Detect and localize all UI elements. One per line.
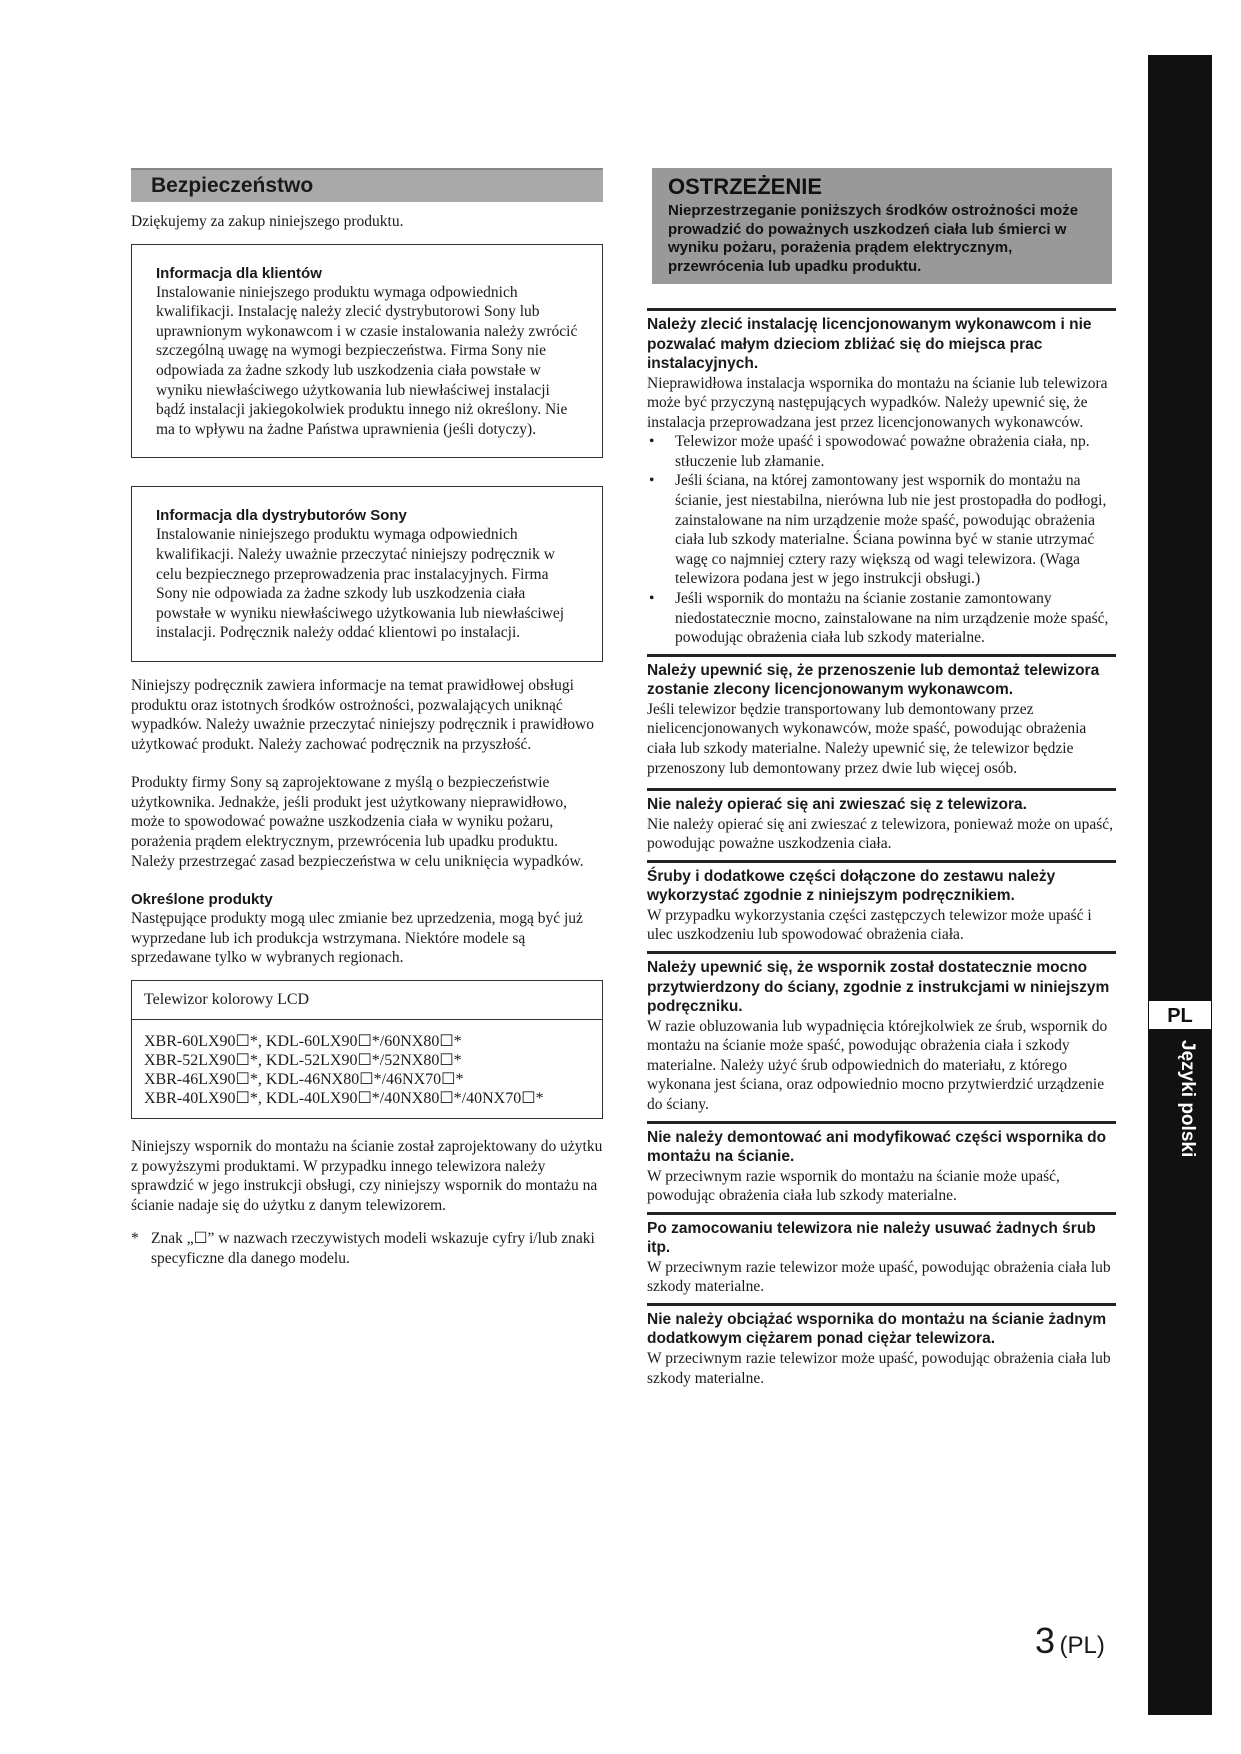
warning-heading: Należy upewnić się, że wspornik został dostatecznie mocno przytwierdzony do ściany, zgodnie z instrukcjami w niniejszym podręczniku. <box>647 959 1110 1016</box>
warning-section-4 <box>647 860 1116 945</box>
side-tab <box>1148 55 1212 1715</box>
warning-heading: Śruby i dodatkowe części dołączone do zestawu należy wykorzystać zgodnie z niniejszym podręcznikiem. <box>647 867 1056 905</box>
page-number-value: 3 <box>1035 1620 1056 1661</box>
warning-body: Nie należy opierać się ani zwieszać z telewizora, ponieważ może on upaść, powodując poważne uszkodzenia ciała. <box>647 815 1114 853</box>
warning-section-2 <box>647 654 1116 778</box>
warning-title: OSTRZEŻENIE <box>668 174 823 199</box>
warning-body: W przeciwnym razie telewizor może upaść, powodując obrażenia ciała lub szkody materialne. <box>647 1349 1111 1387</box>
distributor-info-heading: Informacja dla dystrybutorów Sony <box>156 507 407 525</box>
page-number-suffix: (PL) <box>1059 1632 1105 1659</box>
footnote <box>131 1229 603 1268</box>
warning-body: W przeciwnym razie telewizor może upaść, powodując obrażenia ciała lub szkody materialne. <box>647 1258 1111 1296</box>
distributor-info-box <box>131 486 603 662</box>
model-row: XBR-40LX90☐*, KDL-40LX90☐*/40NX80☐*/40NX70☐* <box>144 1090 544 1108</box>
warning-section-5 <box>647 951 1116 1114</box>
warning-text: Nieprzestrzeganie poniższych środków ostrożności może prowadzić do poważnych uszkodzeń ciała lub śmierci w wyniku pożaru, porażenia prądem elektrycznym, przewrócenia lub upadku produktu. <box>668 202 1079 275</box>
warning-section-8 <box>647 1303 1116 1388</box>
model-row: XBR-52LX90☐*, KDL-52LX90☐*/52NX80☐* <box>144 1052 462 1070</box>
warning-body: W przypadku wykorzystania części zastępczych telewizor może upaść i ulec uszkodzeniu lub spowodować obrażenia ciała. <box>647 906 1092 944</box>
models-list <box>132 1020 602 1118</box>
distributor-info-text: Instalowanie niniejszego produktu wymaga odpowiednich kwalifikacji. Należy uważnie przeczytać niniejszy podręcznik w celu bezpiecznego przeprowadzenia prac instalacyjnych. Firma Sony nie odpowiada za żadne szkody lub uszkodzenia ciała powstałe w wyniku niewłaściwego użytkowania lub niewłaściwej instalacji. Podręcznik należy oddać klientowi po instalacji. <box>156 526 565 642</box>
warning-body: Nieprawidłowa instalacja wspornika do montażu na ścianie lub telewizora może być przyczyną następujących wypadków. Należy upewnić się, że instalacja przeprowadzana jest przez licencjonowanych wykonawców. <box>647 374 1108 431</box>
list-item: • Jeśli ściana, na której zamontowany jest wspornik do montażu na ścianie, jest niestabilna, nierówna lub nie jest prostopadła do podłogi, zainstalowane na nim urządzenie może spaść, powodując obrażenia ciała lub szkody materialne. Ściana powinna być w stanie utrzymać wagę co najmniej cztery razy większą od wagi telewizora. (Waga telewizora podana jest w jego instrukcji obsługi.) <box>649 472 1107 588</box>
warning-section-7 <box>647 1212 1116 1297</box>
left-column <box>131 168 603 1269</box>
warning-section-6 <box>647 1121 1116 1206</box>
customer-info-text: Instalowanie niniejszego produktu wymaga odpowiednich kwalifikacji. Instalację należy zlecić dystrybutorowi Sony lub uprawnionym wykonawcom i w czasie instalowania należy zwrócić szczególną uwagę na wymogi bezpieczeństwa. Firma Sony nie odpowiada za żadne szkody lub uszkodzenia ciała powstałe w wyniku niewłaściwego użytkowania lub niewłaściwej instalacji bądź instalacji jakiegokolwiek produktu innego niż określony. Nie ma to wpływu na żadne Państwa uprawnienia (jeśli dotyczy). <box>156 283 578 438</box>
safety-paragraph: Produkty firmy Sony są zaprojektowane z myślą o bezpieczeństwie użytkownika. Jednakże, jeśli produkt jest użytkowany nieprawidłowo, może to spowodować poważne uszkodzenia ciała w wyniku pożaru, porażenia prądem elektrycznym, przewrócenia lub upadku produktu. Należy przestrzegać zasad bezpieczeństwa w celu uniknięcia wypadków. <box>131 774 584 870</box>
warning-heading: Nie należy obciążać wspornika do montażu na ścianie żadnym dodatkowym ciężarem ponad ciężar telewizora. <box>647 1310 1107 1348</box>
list-item: • Jeśli wspornik do montażu na ścianie zostanie zamontowany niedostatecznie mocno, zainstalowane na nim urządzenie może spaść, powodując obrażenia ciała lub szkody materialne. <box>649 590 1109 647</box>
model-row: XBR-46LX90☐*, KDL-46NX80☐*/46NX70☐* <box>144 1071 464 1089</box>
warning-bullets <box>647 432 1116 648</box>
customer-info-heading: Informacja dla klientów <box>156 264 322 282</box>
customer-info-box <box>131 244 603 459</box>
right-column <box>647 168 1116 1388</box>
models-table <box>131 980 603 1119</box>
models-table-header: Telewizor kolorowy LCD <box>132 981 602 1020</box>
products-text: Następujące produkty mogą ulec zmianie bez uprzedzenia, mogą być już wyprzedane lub ich produkcja wstrzymana. Niektóre modele są sprzedawane tylko w wybranych regionach. <box>131 910 583 967</box>
compat-paragraph: Niniejszy wspornik do montażu na ścianie został zaprojektowany do użytku z powyższymi produktami. W przypadku innego telewizora należy sprawdzić w jego instrukcji obsługi, czy niniejszy wspornik do montażu na ścianie nadaje się do użytku z danym telewizorem. <box>131 1138 603 1214</box>
warning-body: W przeciwnym razie wspornik do montażu na ścianie może upaść, powodując obrażenia ciała lub szkody materialne. <box>647 1167 1060 1205</box>
footnote-mark: * <box>131 1230 139 1248</box>
section-title: Bezpieczeństwo <box>131 168 603 202</box>
model-row: XBR-60LX90☐*, KDL-60LX90☐*/60NX80☐* <box>144 1033 462 1051</box>
warning-heading: Należy zlecić instalację licencjonowanym wykonawcom i nie pozwalać małym dzieciom zbliżać się do miejsca prac instalacyjnych. <box>647 316 1092 372</box>
footnote-text: Znak „☐” w nazwach rzeczywistych modeli wskazuje cyfry i/lub znaki specyficzne dla danego modelu. <box>151 1230 595 1267</box>
warning-heading: Należy upewnić się, że przenoszenie lub demontaż telewizora zostanie zlecony licencjonowanym wykonawcom. <box>647 661 1100 699</box>
page-number <box>1035 1620 1105 1662</box>
products-heading: Określone produkty <box>131 891 273 909</box>
thanks-text: Dziękujemy za zakup niniejszego produktu. <box>131 213 404 230</box>
warning-body: W razie obluzowania lub wypadnięcia którejkolwiek ze śrub, wspornik do montażu na ścianie może spaść, powodując obrażenia ciała i szkody materialne. Należy użyć śrub odpowiednich do materiału, z którego wykonana jest ściana, oraz odpowiednio mocno przytwierdzić urządzenie do ściany. <box>647 1017 1108 1113</box>
warning-box <box>652 168 1112 284</box>
intro-paragraph: Niniejszy podręcznik zawiera informacje na temat prawidłowej obsługi produktu oraz istotnych środków ostrożności, pozwalających uniknąć wypadków. Należy uważnie przeczytać niniejszy podręcznik i prawidłowo użytkować produkt. Należy zachować podręcznik na przyszłość. <box>131 676 594 753</box>
list-item: • Telewizor może upaść i spowodować poważne obrażenia ciała, np. stłuczenie lub złamanie. <box>649 433 1090 470</box>
warning-section-1 <box>647 308 1116 648</box>
warning-heading: Po zamocowaniu telewizora nie należy usuwać żadnych śrub itp. <box>647 1219 1096 1257</box>
language-label: Języki polski <box>1177 1040 1198 1158</box>
warning-section-3 <box>647 788 1116 854</box>
language-code-tab: PL <box>1148 1000 1212 1030</box>
warning-body: Jeśli telewizor będzie transportowany lub demontowany przez nielicencjonowanych wykonawców, może spaść, powodując obrażenia ciała lub szkody materialne. Należy upewnić się, że telewizor będzie przenoszony lub demontowany przez dwie lub więcej osób. <box>647 700 1087 777</box>
warning-heading: Nie należy opierać się ani zwieszać się z telewizora. <box>647 796 1027 814</box>
warning-heading: Nie należy demontować ani modyfikować części wspornika do montażu na ścianie. <box>647 1128 1107 1166</box>
